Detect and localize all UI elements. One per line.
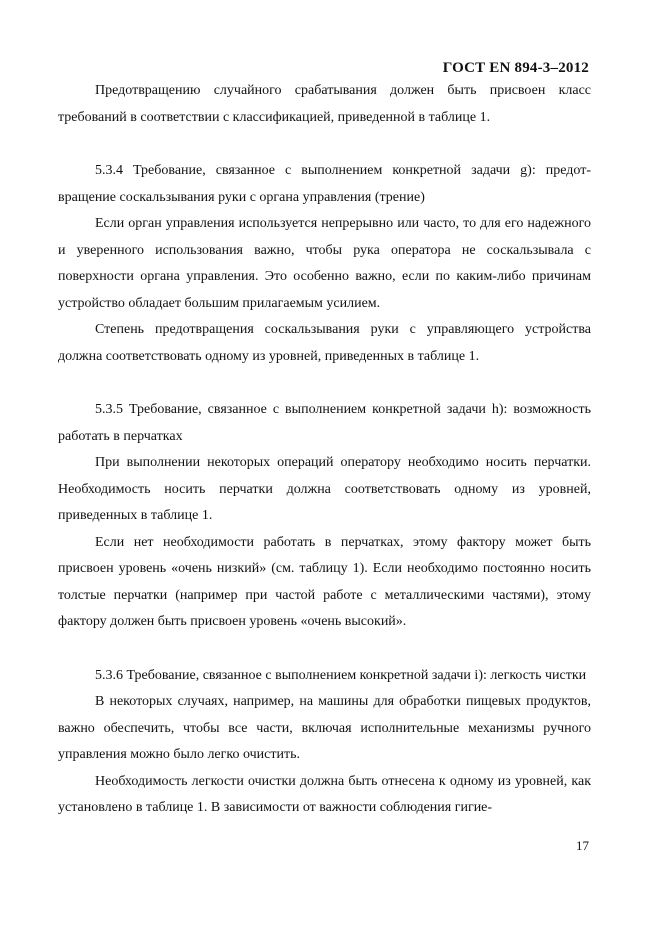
body-text — [58, 78, 591, 822]
paragraph-food-machines: В некоторых случаях, например, на машины для обработки пищевых продуктов, важно обеспечить, чтобы все части, включая исполнительные механизмы ручного управления можно было легко очистить. — [58, 694, 591, 762]
section-heading-5-3-5: 5.3.5 Требование, связанное с выполнением конкретной задачи h): возможность работать в перчатках — [58, 402, 591, 444]
standard-code-header: ГОСТ EN 894-3–2012 — [442, 60, 589, 76]
paragraph-continuous-use: Если орган управления используется непрерывно или часто, то для его надежного и уверенного использования важно, чтобы рука оператора не соскальзывала с поверхности органа управления. Это особенно важно, если по каким-либо причинам устройство обладает большим прилагаемым усилием. — [58, 216, 591, 311]
page-number: 17 — [576, 838, 589, 853]
paragraph-slip-prevention-level: Степень предотвращения соскальзывания руки с управляющего устройства должна соответствовать одному из уровней, приведенных в таблице 1. — [58, 322, 591, 364]
section-heading-5-3-6: 5.3.6 Требование, связанное с выполнением конкретной задачи i): легкость чистки — [95, 667, 587, 683]
paragraph-accidental-activation: Предотвращению случайного срабатывания должен быть присвоен класс требований в соответствии с классификацией, приведенной в таблице 1. — [58, 83, 591, 125]
paragraph-gloves-required: При выполнении некоторых операций оператору необходимо носить перчатки. Необходимость носить перчатки должна соответствовать одному из уровней, приведенных в таблице 1. — [58, 455, 591, 523]
section-heading-5-3-4: 5.3.4 Требование, связанное с выполнением конкретной задачи g): предотвращение соскальзывания руки с органа управления (трение) — [58, 163, 591, 205]
paragraph-cleaning-level: Необходимость легкости очистки должна быть отнесена к одному из уровней, как установлено в таблице 1. В зависимости от важности соблюдения гигие- — [58, 773, 591, 815]
paragraph-gloves-levels: Если нет необходимости работать в перчатках, этому фактору может быть присвоен уровень «очень низкий» (см. таблицу 1). Если необходимо постоянно носить толстые перчатки (например при частой работе с металлическими частями), этому фактору должен быть присвоен уровень «очень высокий». — [58, 534, 591, 629]
